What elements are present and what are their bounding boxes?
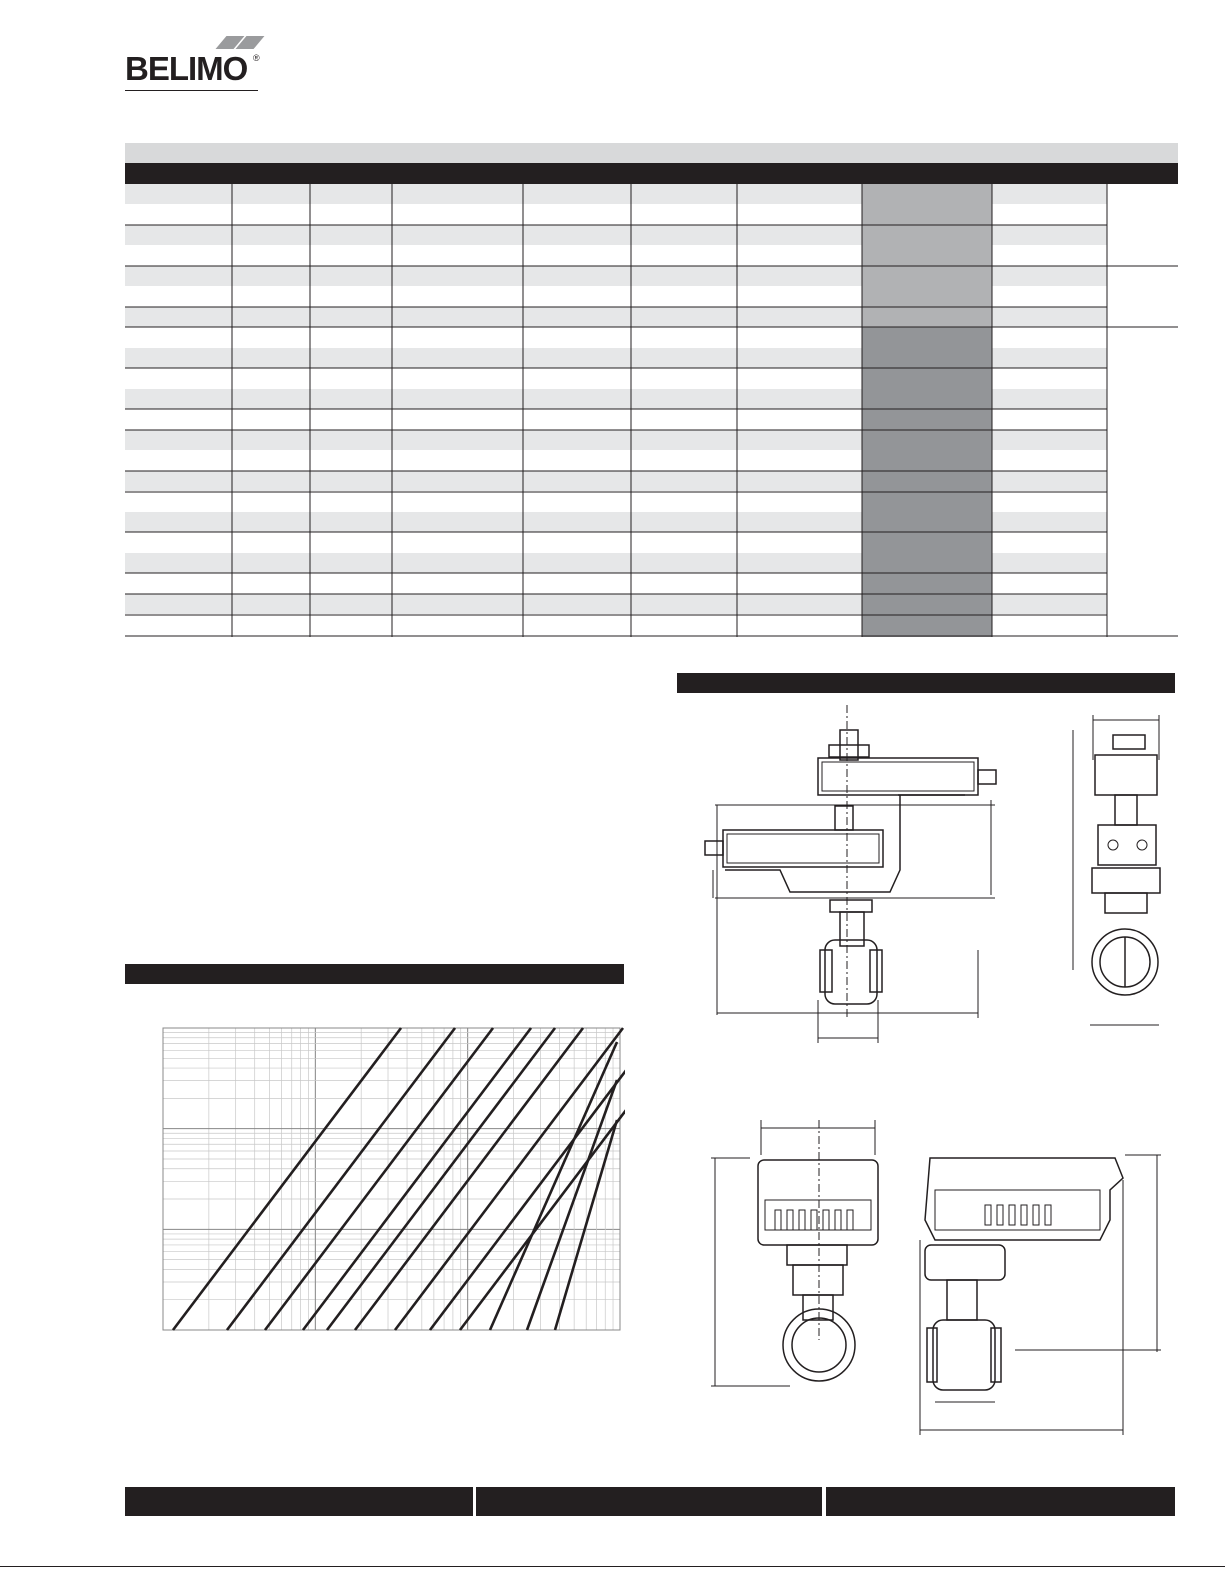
- chart-frame: [163, 1028, 620, 1330]
- actuator-front-view-icon: [711, 1120, 878, 1386]
- specification-table: [125, 184, 1178, 637]
- page-bottom-rule: [0, 1566, 1225, 1567]
- table-header-row: [125, 163, 1178, 184]
- chart-series-line: [303, 1028, 531, 1330]
- chart-series-line: [227, 1028, 455, 1330]
- belimo-logo: [125, 34, 260, 92]
- chart-series-line: [265, 1028, 493, 1330]
- flow-chart: [155, 1020, 625, 1340]
- flow-chart-section-bar: [125, 964, 624, 984]
- page-footer: [125, 1487, 1175, 1516]
- valve-end-view-icon: [1073, 715, 1160, 1025]
- table-highlight-column: [862, 184, 992, 637]
- footer-cell-center: [476, 1487, 822, 1516]
- logo-text: BELIMO: [125, 50, 248, 87]
- chart-series-line: [173, 1028, 401, 1330]
- logo-registered-mark: ®: [253, 53, 260, 63]
- footer-cell-left: [125, 1487, 473, 1516]
- chart-series: [173, 1028, 625, 1330]
- chart-grid: [163, 1028, 620, 1330]
- dimensions-section-bar: [677, 673, 1175, 693]
- valve-side-view-icon: [705, 705, 996, 1043]
- logo-underline: [125, 90, 258, 91]
- dimension-drawings: [695, 700, 1195, 1460]
- table-title-band: [125, 143, 1178, 163]
- chart-series-line: [355, 1028, 583, 1330]
- actuator-side-view-icon: [920, 1155, 1161, 1435]
- footer-cell-right: [826, 1487, 1175, 1516]
